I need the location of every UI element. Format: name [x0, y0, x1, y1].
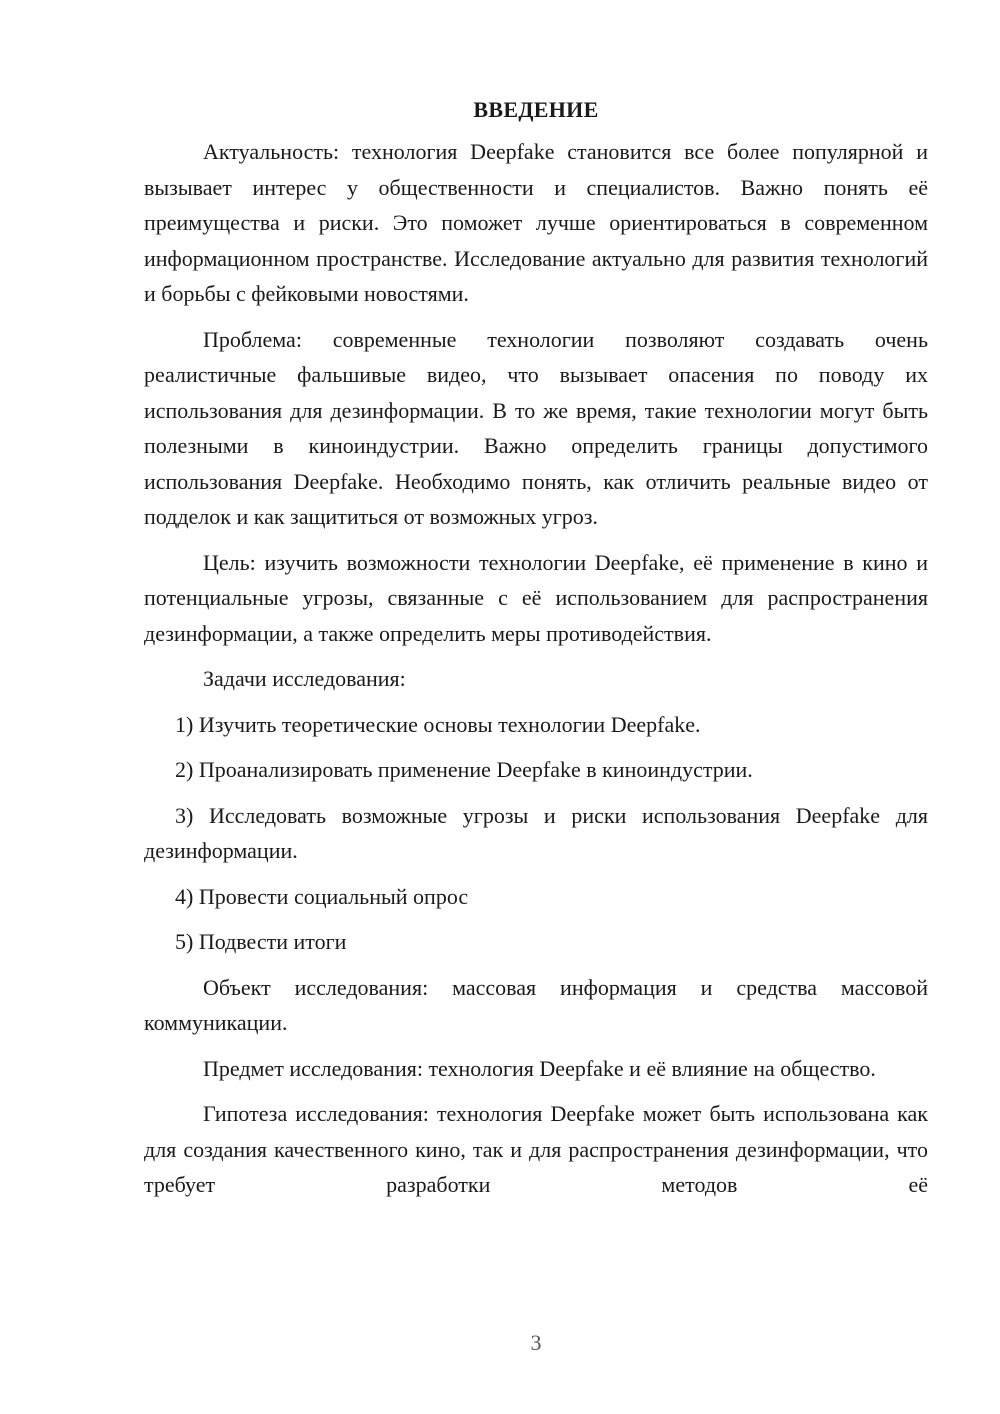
page-number: 3	[530, 1330, 542, 1355]
paragraph-subject: Предмет исследования: технология Deepfake и её влияние на общество.	[203, 1055, 876, 1081]
section-heading: ВВЕДЕНИЕ	[473, 97, 599, 122]
task-item-5: 5) Подвести итоги	[175, 929, 347, 954]
task-item-2: 2) Проанализировать применение Deepfake в киноиндустрии.	[175, 757, 753, 782]
task-item-3: 3) Исследовать возможные угрозы и риски использования Deepfake для дезинформации.	[144, 802, 928, 863]
task-item-4: 4) Провести социальный опрос	[175, 883, 469, 909]
paragraph-problem: Проблема: современные технологии позволяют создавать очень реалистичные фальшивые видео, что вызывает опасения по поводу их использования для дезинформации. В то же время, такие технологии могут быть полезными в киноиндустрии. Важно определить границы допустимого использования Deepfake. Необходимо понять, как отличить реальные видео от подделок и как защититься от возможных угроз.	[144, 326, 928, 529]
paragraph-object: Объект исследования: массовая информация и средства массовой коммуникации.	[144, 974, 928, 1035]
tasks-title: Задачи исследования:	[203, 666, 406, 691]
document-page	[144, 92, 928, 1213]
task-item-1: 1) Изучить теоретические основы технологии Deepfake.	[175, 711, 701, 737]
paragraph-goal: Цель: изучить возможности технологии Deepfake, её применение в кино и потенциальные угрозы, связанные с её использованием для распространения дезинформации, а также определить меры противодействия.	[144, 549, 928, 646]
paragraph-hypothesis: Гипотеза исследования: технология Deepfake может быть использована как для создания качественного кино, так и для распространения дезинформации, что требует разработки методов её	[144, 1101, 928, 1197]
paragraph-relevance: Актуальность: технология Deepfake становится все более популярной и вызывает интерес у общественности и специалистов. Важно понять её преимущества и риски. Это поможет лучше ориентироваться в современном информационном пространстве. Исследование актуально для развития технологий и борьбы с фейковыми новостями.	[144, 139, 928, 306]
